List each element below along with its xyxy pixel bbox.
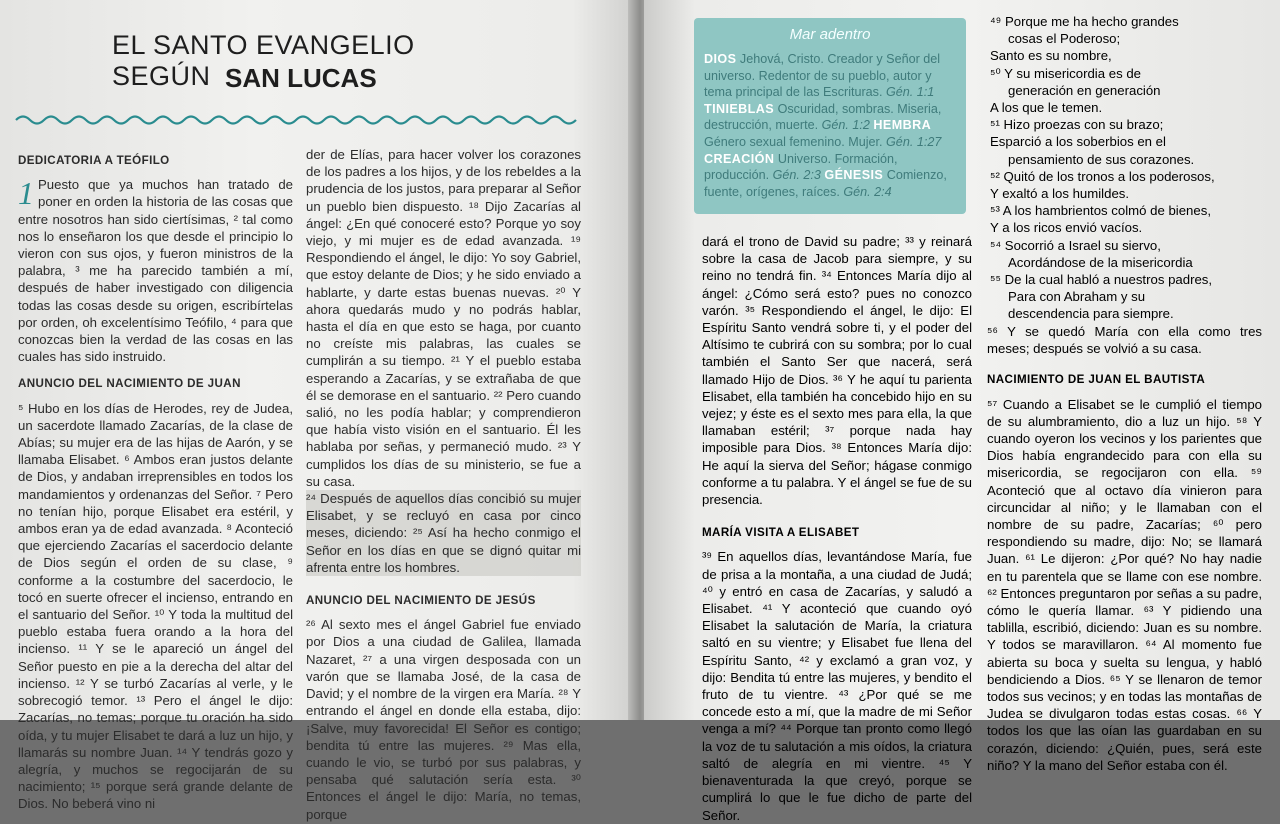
glossary-term: CREACIÓN [704, 151, 775, 166]
book-title-line2: SAN LUCAS [225, 63, 377, 93]
paragraph-trono-david: dará el trono de David su padre; ³³ y reinará sobre la casa de Jacob para siempre, y su reino no tendrá fin. ³⁴ Entonces María dijo al ángel: ¿Cómo será esto? pues no conozco varón. ³⁵ Respondiendo el ángel, le dijo: El Espíritu Santo vendrá sobre ti, y el poder del Altísimo te cubrirá con su sombra; por lo cual también el Santo Ser que nacerá, será llamado Hijo de Dios. ³⁶ Y he aquí tu parienta Elisabet, ella también ha concebido hijo en su vejez; y éste es el sexto mes para ella, la que llamaban estéril; ³⁷ porque nada hay imposible para Dios. ³⁸ Entonces María dijo: He aquí la sierva del Señor; hágase conmigo conforme a tu palabra. Y el ángel se fue de su presencia. [702, 234, 972, 508]
poem-line: generación en generación [1008, 82, 1161, 98]
poem-line: Santo es su nombre, [990, 48, 1112, 64]
poem-line: Para con Abraham y su [1008, 289, 1146, 305]
book-title-line1: EL SANTO EVANGELIO SEGÚN [112, 30, 415, 91]
paragraph-dedicatoria [18, 176, 293, 365]
paragraph-elisabet-highlighted: ²⁴ Después de aquellos días concibió su mujer Elisabet, y se recluyó en casa por cinco meses, diciendo: ²⁵ Así ha hecho conmigo el Señor en los días en que se dignó quitar mi afrenta entre los hombres. [306, 491, 581, 575]
glossary-definition: Oscuridad, sombras. Miseria, destrucción, muerte. [704, 101, 942, 133]
right-column-1 [702, 233, 972, 824]
left-column-1 [18, 146, 293, 813]
poem-line: ⁴⁹ Porque me ha hecho grandes [990, 14, 1179, 29]
glossary-reference: Gén. 2:4 [843, 184, 892, 199]
glossary-text [704, 51, 958, 200]
paragraph-anuncio-juan: ⁵ Hubo en los días de Herodes, rey de Judea, un sacerdote llamado Zacarías, de la clase de Abías; su mujer era de las hijas de Aarón, y se llamaba Elisabet. ⁶ Ambos eran justos delante de Dios, y andaban irreprensibles en todos los mandamientos y ordenanzas del Señor. ⁷ Pero no tenían hijo, porque Elisabet era estéril, y ambos eran ya de edad avanzada. ⁸ Aconteció que ejerciendo Zacarías el sacerdocio delante de Dios según el orden de su clase, ⁹ conforme a la costumbre del sacerdocio, le tocó en suerte ofrecer el incienso, entrando en el santuario del Señor. ¹⁰ Y toda la multitud del pueblo estaba fuera orando a la hora del incienso. ¹¹ Y se le apareció un ángel del Señor puesto en pie a la derecha del altar del incienso. ¹² Y se turbó Zacarías al verle, y le sobrecogió temor. ¹³ Pero el ángel le dijo: Zacarías, no temas; porque tu oración ha sido oída, y tu mujer Elisabet te dará a luz un hijo, y llamarás su nombre Juan. ¹⁴ Y tendrás gozo y alegría, y muchos se regocijarán de su nacimiento; ¹⁵ porque será grande delante de Dios. No beberá vino ni [18, 400, 293, 812]
glossary-reference: Gén. 1:1 [885, 85, 935, 100]
poem-line: ⁵³ A los hambrientos colmó de bienes, [990, 203, 1211, 219]
glossary-term: GÉNESIS [824, 168, 884, 183]
glossary-definition: Género sexual femenino. Mujer. [704, 134, 883, 149]
heading-anuncio-jesus: ANUNCIO DEL NACIMIENTO DE JESÚS [306, 594, 536, 608]
heading-maria-visita: MARÍA VISITA A ELISABET [702, 526, 860, 540]
poem-line: pensamiento de sus corazones. [1008, 151, 1195, 167]
poem-line: Acordándose de la misericordia [1008, 254, 1193, 270]
glossary-definition: Universo. Formación, producción. [704, 151, 898, 183]
left-column-2 [306, 146, 581, 823]
glossary-term: DIOS [704, 52, 737, 66]
glossary-reference: Gén. 1:27 [886, 134, 942, 149]
paragraph-maria-visita: ³⁹ En aquellos días, levantándose María, fue de prisa a la montaña, a una ciudad de Judá; ⁴⁰ y entró en casa de Zacarías, y saludó a Elisabet. ⁴¹ Y aconteció que cuando oyó Elisabet la salutación de María, la criatura saltó en su vientre; y Elisabet fue llena del Espíritu Santo, ⁴² y exclamó a gran voz, y dijo: Bendita tú entre las mujeres, y bendito el fruto de tu vientre. ⁴³ ¿Por qué se me concede esto a mí, que la madre de mi Señor venga a mí? ⁴⁴ Porque tan pronto como llegó la voz de tu salutación a mis oídos, la criatura saltó de alegría en mi vientre. ⁴⁵ Y bienaventurada la que creyó, porque se cumplirá lo que le fue dicho de parte del Señor. [702, 549, 972, 823]
heading-nacimiento-juan: NACIMIENTO DE JUAN EL BAUTISTA [987, 373, 1206, 387]
glossary-definition: Comienzo, fuente, orígenes, raíces. [704, 168, 947, 199]
glossary-reference: Gén. 1:2 [821, 118, 870, 133]
poem-line: ⁵⁴ Socorrió a Israel su siervo, [990, 237, 1161, 253]
glossary-box [694, 18, 966, 214]
wave-divider [16, 112, 581, 128]
left-page [0, 0, 636, 822]
magnificat-poem [990, 13, 1270, 323]
poem-line: A los que le temen. [990, 100, 1103, 116]
paragraph-anuncio-jesus: ²⁶ Al sexto mes el ángel Gabriel fue enviado por Dios a una ciudad de Galilea, llamada Nazaret, ²⁷ a una virgen desposada con un varón que se llamaba José, de la casa de David; y el nombre de la virgen era María. ²⁸ Y entrando el ángel en donde ella estaba, dijo: ¡Salve, muy favorecida! El Señor es contigo; bendita tú entre las mujeres. ²⁹ Mas ella, cuando le vio, se turbó por sus palabras, y pensaba qué salutación sería esta. ³⁰ Entonces el ángel le dijo: María, no temas, porque [306, 617, 581, 822]
glossary-term: HEMBRA [873, 118, 932, 133]
poem-line: ⁵¹ Hizo proezas con su brazo; [990, 117, 1164, 133]
heading-dedicatoria: DEDICATORIA A TEÓFILO [18, 154, 170, 167]
poem-line: ⁵² Quitó de los tronos a los poderosos, [990, 168, 1215, 184]
paragraph-zacarias: der de Elías, para hacer volver los corazones de los padres a los hijos, y de los rebeldes a la prudencia de los justos, para preparar al Señor un pueblo bien dispuesto. ¹⁸ Dijo Zacarías al ángel: ¿En qué conoceré esto? Porque yo soy viejo, y mi mujer es de edad avanzada. ¹⁹ Respondiendo el ángel, le dijo: Yo soy Gabriel, que estoy delante de Dios; y he sido enviado a hablarte, y darte estas buenas nuevas. ²⁰ Y ahora quedarás mudo y no podrás hablar, hasta el día en que esto se haga, por cuanto no creíste mis palabras, las cuales se cumplirán a su tiempo. ²¹ Y el pueblo estaba esperando a Zacarías, y se extrañaba de que él se demorase en el santuario. ²² Pero cuando salió, no les podía hablar; y comprendieron que había visto visión en el santuario. Él les hablaba por señas, y permaneció mudo. ²³ Y cumplidos los días de su ministerio, se fue a su casa. [306, 147, 581, 489]
chapter-number: 1 [18, 175, 34, 212]
poem-line: Esparció a los soberbios en el [990, 134, 1166, 150]
poem-line: Y a los ricos envió vacíos. [990, 220, 1143, 236]
paragraph-maria-regreso: ⁵⁶ Y se quedó María con ella como tres meses; después se volvió a su casa. [987, 324, 1262, 357]
heading-anuncio-juan: ANUNCIO DEL NACIMIENTO DE JUAN [18, 377, 241, 391]
glossary-definition: Jehová, Cristo. Creador y Señor del universo. Redentor de su pueblo, autor y tema principal de las Escrituras. [704, 52, 941, 100]
glossary-title: Mar adentro [789, 26, 871, 43]
verse-text: Puesto que ya muchos han tratado de poner en orden la historia de las cosas que entre nosotros han sido ciertísimas, ² tal como nos lo enseñaron los que desde el principio lo vieron con sus ojos, y fueron ministros de la palabra, ³ me ha parecido también a mí, después de haber investigado con diligencia todas las cosas desde su origen, escribírtelas por orden, oh excelentísimo Teófilo, ⁴ para que conozcas bien la verdad de las cosas en las cuales has sido instruido. [18, 177, 293, 365]
poem-line: cosas el Poderoso; [1008, 31, 1121, 47]
glossary-term: TINIEBLAS [704, 101, 775, 116]
poem-line: ⁵⁰ Y su misericordia es de [990, 65, 1141, 81]
poem-line: ⁵⁵ De la cual habló a nuestros padres, [990, 272, 1213, 288]
glossary-reference: Gén. 2:3 [772, 168, 821, 183]
paragraph-nacimiento-juan: ⁵⁷ Cuando a Elisabet se le cumplió el tiempo de su alumbramiento, dio a luz un hijo. ⁵⁸ Y cuando oyeron los vecinos y los parientes que Dios había engrandecido para con ella su misericordia, se regocijaron con ella. ⁵⁹ Aconteció que al octavo día vinieron para circuncidar al niño; y le llamaban con el nombre de su padre, Zacarías; ⁶⁰ pero respondiendo su madre, dijo: No; se llamará Juan. ⁶¹ Le dijeron: ¿Por qué? No hay nadie en tu parentela que se llame con ese nombre. ⁶² Entonces preguntaron por señas a su padre, cómo le quería llamar. ⁶³ Y pidiendo una tablilla, escribió, diciendo: Juan es su nombre. Y todos se maravillaron. ⁶⁴ Al momento fue abierta su boca y suelta su lengua, y habló bendiciendo a Dios. ⁶⁵ Y se llenaron de temor todos sus vecinos; y en todas las montañas de Judea se divulgaron todas estas cosas. ⁶⁶ Y todos los que las oían las guardaban en su corazón, diciendo: ¿Quién, pues, será este niño? Y la mano del Señor estaba con él. [987, 396, 1262, 773]
poem-line: Y exaltó a los humildes. [990, 186, 1130, 202]
right-column-2 [987, 323, 1262, 774]
poem-line: descendencia para siempre. [1008, 306, 1174, 322]
